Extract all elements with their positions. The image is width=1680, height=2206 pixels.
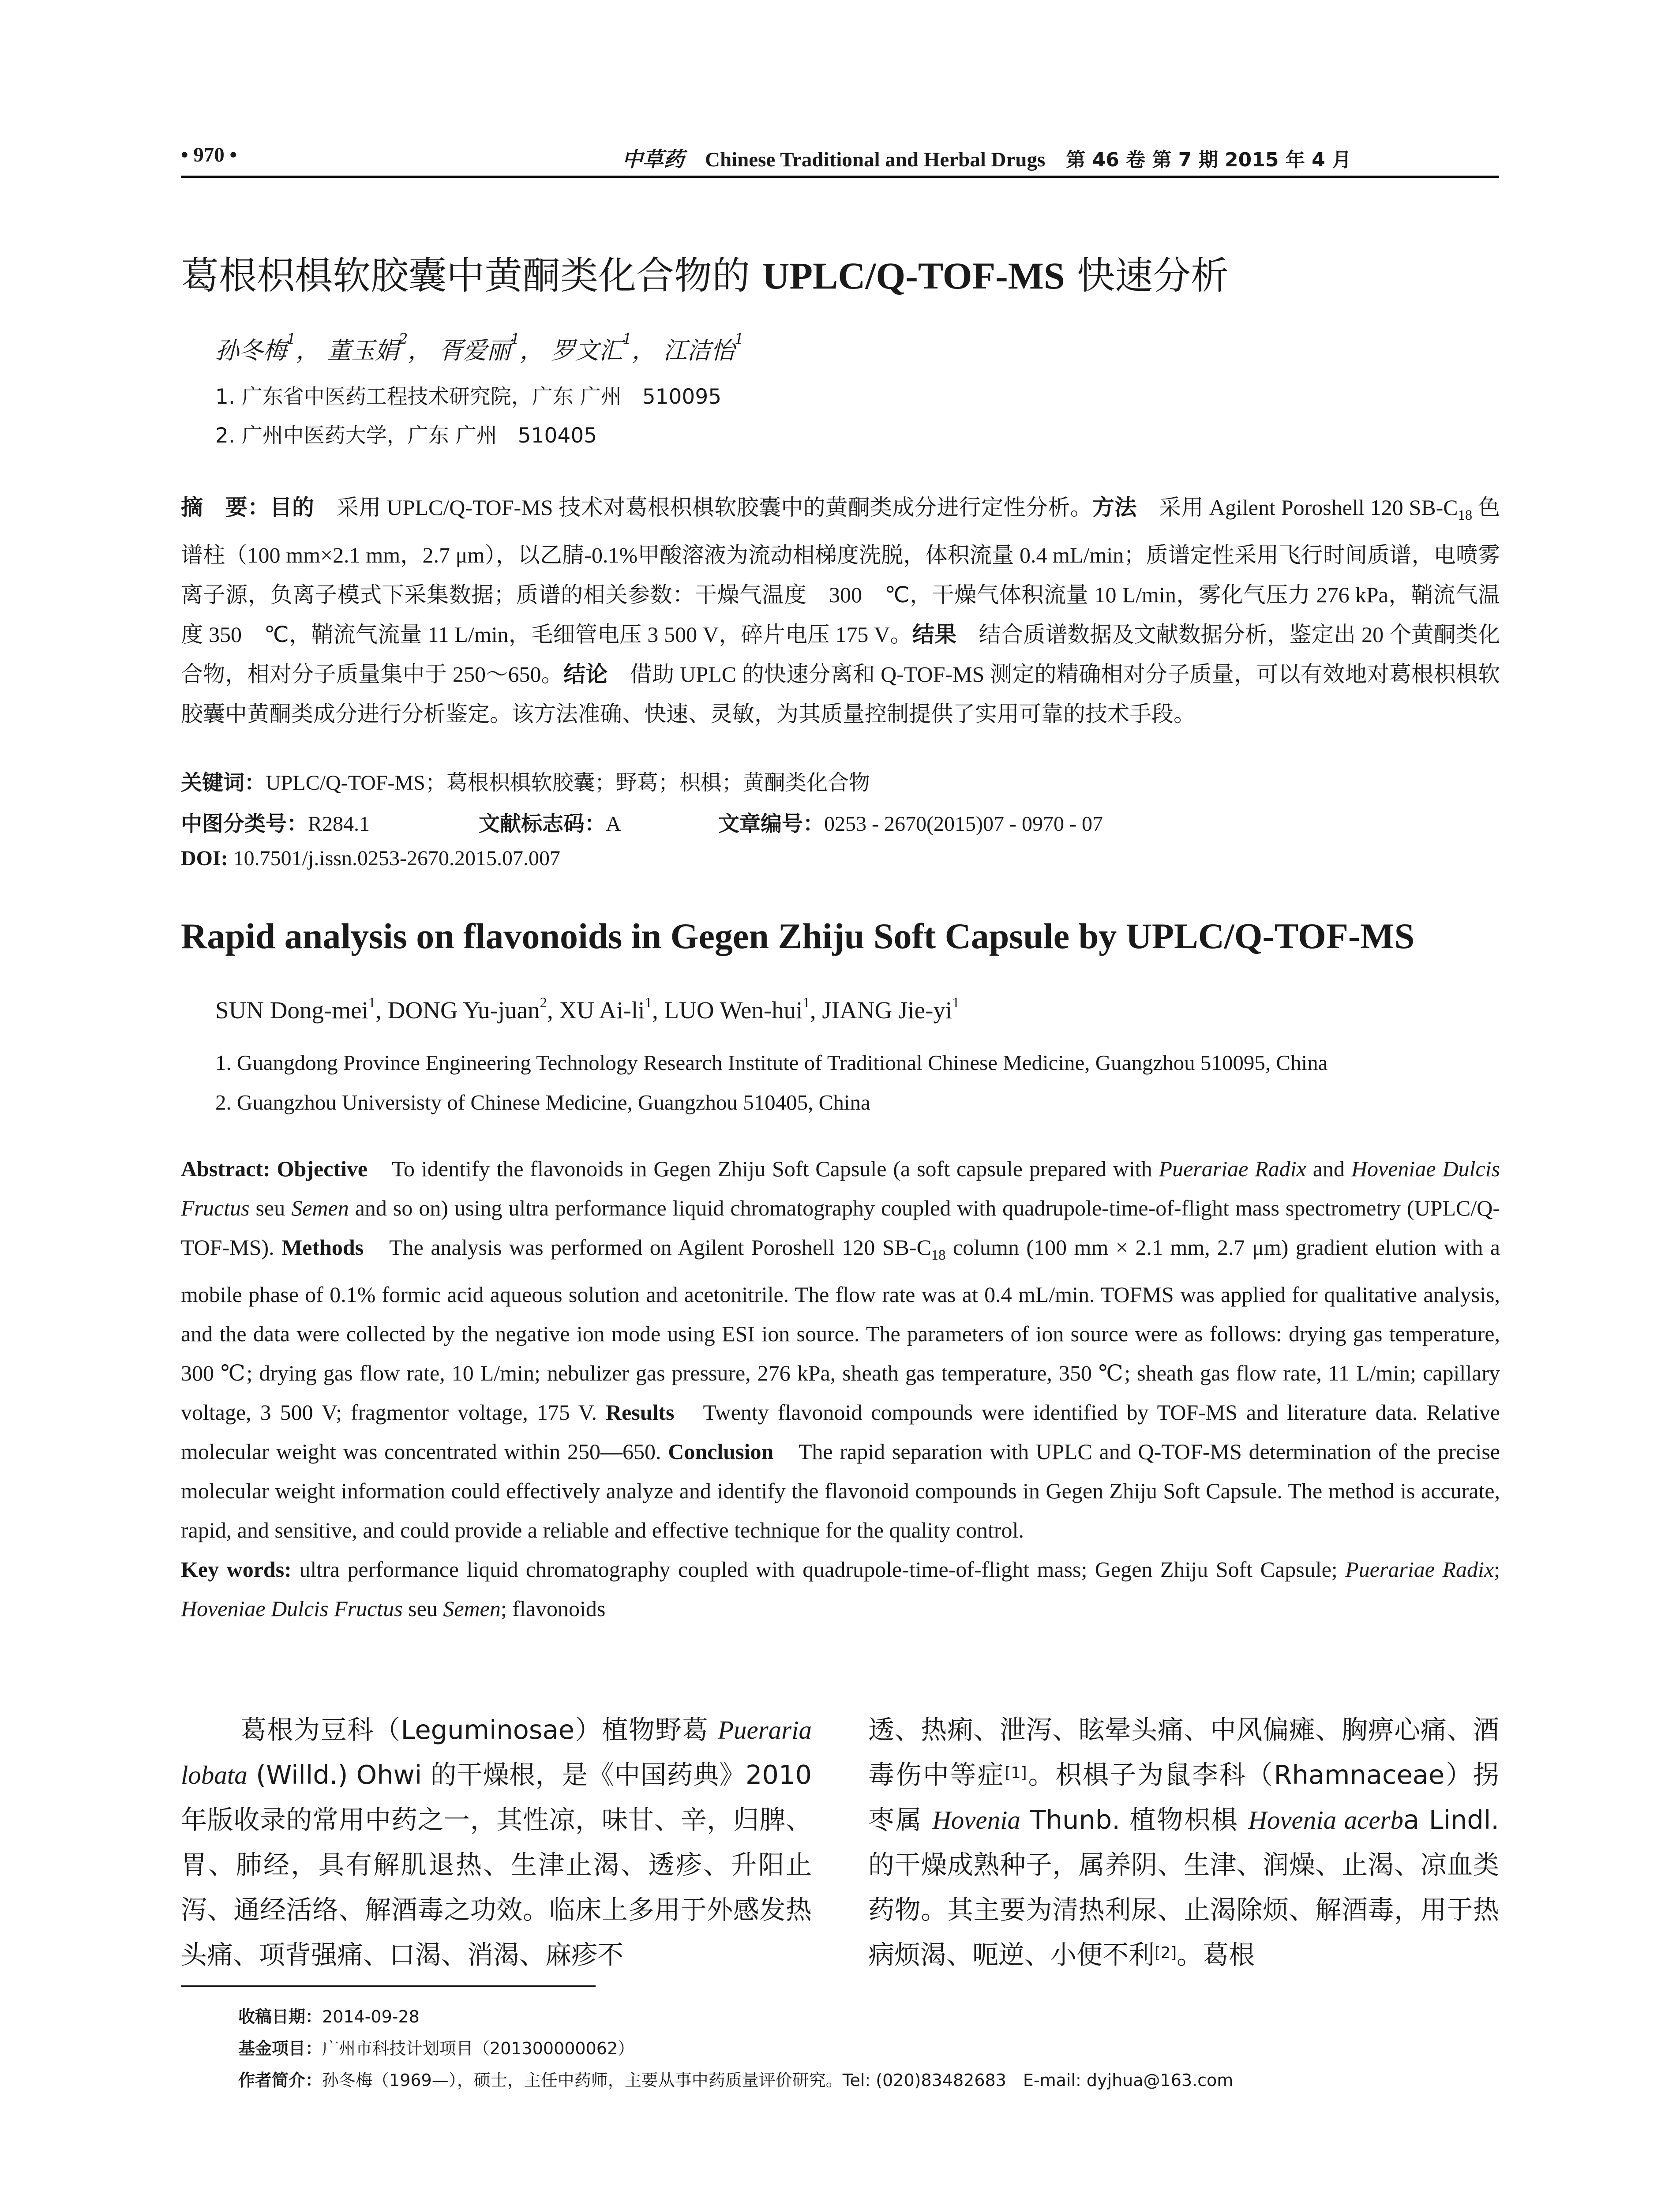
- title-cn-method: UPLC/Q-TOF-MS: [762, 255, 1065, 297]
- footnote-label: 基金项目：: [238, 2039, 322, 2058]
- body-text: (Willd.) Ohwi 的干燥根，是《中国药典》2010 年版收录的常用中药之一，其性凉，味甘、辛，归脾、胃、肺经，具有解肌退热、生津止渴、透疹、升阳止泻、通经活络、解酒毒之功效。临床上多用于外感发热头痛、项背强痛、口渴、消渴、麻疹不: [181, 1760, 812, 1970]
- abstract-en-text: and so on) using ultra performance liquid chromatography coupled with quadrupole-time-of-flight mass spectrometry (UPLC/Q-TOF-MS).: [181, 1196, 1500, 1260]
- author-cn: 胥爱丽: [439, 337, 511, 364]
- author-affil-sup: 1: [622, 330, 632, 347]
- body-italic: Hovenia acerb: [1248, 1805, 1404, 1835]
- affiliation-en-1: 1. Guangdong Province Engineering Technology Research Institute of Traditional Chinese Medicine, Guangzhou 510095, China: [215, 1050, 1328, 1075]
- author-cn: 罗文汇: [551, 337, 623, 364]
- abstract-cn-methods-label: 方法: [1092, 495, 1137, 520]
- abstract-en-text: seu: [249, 1196, 292, 1220]
- classification-line: [181, 807, 370, 837]
- keywords-en-text: ; flavonoids: [500, 1596, 606, 1621]
- body-text: 。枳椇子为鼠李科（Rhamnaceae）拐枣属: [868, 1760, 1499, 1835]
- journal-issue: 第 46 卷 第 7 期 2015 年 4 月: [1066, 149, 1352, 171]
- footnote-received: [238, 2003, 420, 2027]
- doi-label: DOI:: [181, 847, 228, 870]
- abstract-en-objective: To identify the flavonoids in Gegen Zhiju Soft Capsule (a soft capsule prepared with: [368, 1156, 1159, 1181]
- keywords-en-text: seu: [402, 1596, 443, 1621]
- abstract-en-methods: The analysis was performed on Agilent Poroshell 120 SB-C: [364, 1235, 931, 1260]
- citation-ref[interactable]: [2]: [1155, 1944, 1177, 1962]
- body-text: 。葛根: [1177, 1940, 1255, 1970]
- authors-en: SUN Dong-mei$^1$, DONG Yu-juan$^2$, XU $Ai-li^1$, LUO Wen-hui$^1$, JIANG Jie-$yi^1$: [215, 994, 960, 1024]
- abstract-en-results: Twenty flavonoid compounds were identified by TOF-MS and literature data. Relative molecular weight was concentrated within 250—650.: [181, 1400, 1500, 1464]
- author-affil-sup: 1: [645, 994, 652, 1011]
- clc-label: 中图分类号：: [181, 811, 308, 836]
- author-affil-sup: 1: [802, 994, 810, 1011]
- authors-cn: 孙冬梅$^1$， 董玉娟$^2$， 胥爱丽$^1$， 罗文汇$^1$， 江洁怡$^1$: [215, 330, 744, 364]
- article-number: [718, 807, 1103, 837]
- footnote-label: 作者简介：: [238, 2071, 322, 2090]
- footnote-author: [238, 2067, 1233, 2091]
- keywords-cn-label: 关键词：: [181, 770, 266, 795]
- author-affil-sup: 1: [952, 994, 960, 1011]
- clc-value: R284.1: [308, 812, 370, 836]
- body-column-2: [868, 1707, 1499, 1977]
- body-text: 透、热痢、泄泻、眩晕头痛、中风偏瘫、胸痹心痛、酒毒伤中等症: [868, 1715, 1499, 1790]
- article-number-label: 文章编号：: [718, 811, 825, 836]
- author-cn: 江洁怡: [663, 337, 735, 364]
- document-code: [479, 807, 621, 837]
- abstract-cn-objective: 采用 UPLC/Q-TOF-MS 技术对葛根枳椇软胶囊中的黄酮类成分进行定性分析。: [314, 495, 1092, 520]
- footnote-value: 2014-09-28: [322, 2007, 420, 2026]
- author-en: DONG Yu-juan: [387, 997, 540, 1024]
- abstract-cn: [181, 488, 1500, 734]
- abstract-en-italic: Puerariae Radix: [1159, 1156, 1306, 1181]
- abstract-cn-objective-label: 目的: [270, 495, 315, 520]
- doc-code-label: 文献标志码：: [479, 811, 606, 836]
- author-cn: 孙冬梅: [215, 337, 287, 364]
- abstract-cn-label: 摘 要：: [181, 495, 270, 520]
- doi-value: 10.7501/j.issn.0253-2670.2015.07.007: [228, 847, 561, 870]
- body-text: a Lindl. 的干燥成熟种子，属养阴、生津、润燥、止渴、凉血类药物。其主要为清热利尿、止渴除烦、解酒毒，用于热病烦渴、呃逆、小便不利: [868, 1805, 1499, 1970]
- journal-name-cn: 中草药: [622, 147, 684, 172]
- journal-info: [622, 143, 1351, 173]
- running-header: [181, 140, 1499, 178]
- keywords-en-italic: Puerariae Radix: [1345, 1557, 1494, 1582]
- author-affil-sup: 1: [510, 330, 520, 347]
- abstract-en-methods-label: Methods: [281, 1235, 364, 1260]
- keywords-en-label: Key words:: [181, 1557, 292, 1582]
- article-number-value: 0253 - 2670(2015)07 - 0970 - 07: [824, 812, 1103, 836]
- abstract-cn-subscript: 18: [1458, 507, 1473, 523]
- affiliation-cn-2: 2. 广州中医药大学，广东 广州 510405: [215, 424, 597, 448]
- keywords-en-italic: Semen: [443, 1596, 501, 1621]
- author-en: JIANG Jie-yi: [822, 997, 952, 1024]
- abstract-cn-methods: 采用 Agilent Poroshell 120 SB-C: [1136, 495, 1458, 520]
- author-en: LUO Wen-hui: [664, 997, 803, 1024]
- title-en: Rapid analysis on flavonoids in Gegen Zhiju Soft Capsule by UPLC/Q-TOF-MS: [181, 916, 1415, 956]
- keywords-en-text: ;: [1494, 1557, 1500, 1582]
- footnote-fund: [238, 2035, 634, 2059]
- abstract-en-text: and: [1306, 1156, 1351, 1181]
- author-affil-sup: 2: [398, 330, 408, 347]
- author-affil-sup: 2: [540, 994, 548, 1011]
- abstract-en-conclusion: The rapid separation with UPLC and Q-TOF-MS determination of the precise molecular weight information could effectively analyze and identify the flavonoid compounds in Gegen Zhiju Soft Capsule. The method is accurate, rapid, and sensitive, and could provide a reliable and effective technique for the quality control.: [181, 1439, 1500, 1542]
- abstract-en: [181, 1149, 1500, 1628]
- abstract-cn-conclusion-label: 结论: [563, 661, 608, 687]
- keywords-en-italic: Hoveniae Dulcis Fructus: [181, 1596, 403, 1621]
- affiliation-cn-1: 1. 广东省中医药工程技术研究院，广东 广州 510095: [215, 385, 722, 409]
- abstract-en-methods-cont: column (100 mm × 2.1 mm, 2.7 μm) gradient elution with a mobile phase of 0.1% formic acid aqueous solution and acetonitrile. The flow rate was at 0.4 mL/min. TOFMS was applied for qualitative analysis, and the data were collected by the negative ion mode using ESI ion source. The parameters of ion source were as follows: drying gas temperature, 300 ℃; drying gas flow rate, 10 L/min; nebulizer gas pressure, 276 kPa, sheath gas temperature, 350 ℃; sheath gas flow rate, 11 L/min; capillary voltage, 3 500 V; fragmentor voltage, 175 V.: [181, 1235, 1500, 1425]
- title-cn-prefix: 葛根枳椇软胶囊中黄酮类化合物的: [181, 254, 762, 298]
- abstract-en-subscript: 18: [931, 1247, 946, 1263]
- affiliation-en-2: 2. Guangzhou Universisty of Chinese Medicine, Guangzhou 510405, China: [215, 1090, 870, 1114]
- abstract-cn-methods-cont: 色谱柱（100 mm×2.1 mm，2.7 μm），以乙腈-0.1%甲酸溶液为流动相梯度洗脱，体积流量 0.4 mL/min；质谱定性采用飞行时间质谱，电喷雾离子源，负离子模式下采集数据；质谱的相关参数：干燥气温度 300 ℃，干燥气体积流量 10 L/min，雾化气压力 276 kPa，鞘流气温度 350 ℃，鞘流气流量 11 L/min，毛细管电压 3 500 V，碎片电压 175 V。: [181, 495, 1500, 647]
- citation-ref[interactable]: [1]: [1005, 1764, 1027, 1782]
- abstract-en-objective-label: Objective: [277, 1156, 368, 1181]
- title-cn: [181, 245, 1229, 300]
- journal-name-en: Chinese Traditional and Herbal Drugs: [705, 148, 1046, 171]
- title-cn-suffix: 快速分析: [1065, 254, 1229, 298]
- author-affil-sup: 1: [735, 330, 744, 347]
- footnote-divider: [181, 1985, 596, 1987]
- keywords-cn-value: UPLC/Q-TOF-MS；葛根枳椇软胶囊；野葛；枳椇；黄酮类化合物: [266, 771, 870, 795]
- abstract-cn-results: 结合质谱数据及文献数据分析，鉴定出 20 个黄酮类化合物，相对分子质量集中于 250～650。: [181, 622, 1500, 687]
- body-italic: Pueraria lobata: [181, 1715, 812, 1790]
- body-text: Thunb. 植物枳椇: [1020, 1805, 1249, 1835]
- abstract-en-results-label: Results: [605, 1400, 675, 1425]
- abstract-cn-results-label: 结果: [912, 622, 957, 647]
- abstract-en-label: Abstract:: [181, 1156, 270, 1181]
- keywords-en-text: ultra performance liquid chromatography coupled with quadrupole-time-of-flight mass; Gegen Zhiju Soft Capsule;: [291, 1557, 1346, 1582]
- author-en: XU Ai-li: [559, 997, 645, 1024]
- author-en: SUN Dong-mei: [215, 997, 368, 1024]
- author-affil-sup: 1: [287, 330, 296, 347]
- author-cn: 董玉娟: [327, 337, 399, 364]
- abstract-en-italic: Hoveniae Dulcis Fructus: [181, 1156, 1500, 1220]
- body-italic: Hovenia: [932, 1805, 1021, 1835]
- page-number: • 970 •: [181, 143, 237, 166]
- abstract-cn-conclusion: 借助 UPLC 的快速分离和 Q-TOF-MS 测定的精确相对分子质量，可以有效地对葛根枳椇软胶囊中黄酮类成分进行分析鉴定。该方法准确、快速、灵敏，为其质量控制提供了实用可靠的技术手段。: [181, 662, 1500, 726]
- body-column-1: [181, 1707, 812, 1977]
- abstract-en-conclusion-label: Conclusion: [668, 1439, 774, 1464]
- abstract-en-italic: Semen: [291, 1196, 349, 1220]
- body-text: 葛根为豆科（Leguminosae）植物野葛: [240, 1715, 718, 1745]
- author-affil-sup: 1: [368, 994, 376, 1011]
- doc-code-value: A: [606, 812, 621, 836]
- footnote-label: 收稿日期：: [238, 2007, 322, 2026]
- keywords-cn: [181, 765, 870, 796]
- footnote-value[interactable]: 孙冬梅（1969—），硕士，主任中药师，主要从事中药质量评价研究。Tel: (020)83482683 E-mail: dyjhua@163.com: [322, 2071, 1234, 2090]
- doi: [181, 846, 560, 870]
- footnote-value: 广州市科技计划项目（201300000062）: [322, 2039, 635, 2058]
